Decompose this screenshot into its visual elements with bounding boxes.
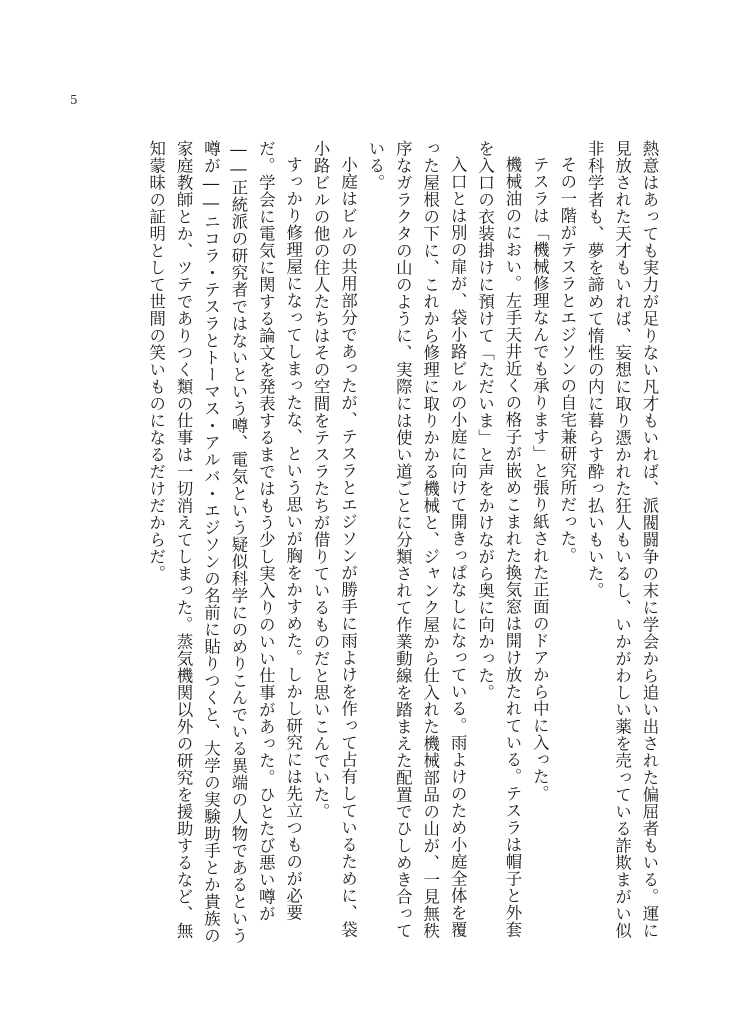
paragraph: 小庭はビルの共用部分であったが、テスラとエジソンが勝手に雨よけを作って占有しているために、袋小路ビルの他の住人たちはその空間をテスラたちが借りているものだと思いこんでいた。: [311, 140, 358, 939]
body-text: [73, 140, 663, 950]
page-number: 5: [70, 93, 78, 107]
paragraph: テスラは「機械修理なんでも承ります」と張り紙された正面のドアから中に入った。: [530, 156, 550, 803]
paragraph: 機械油のにおい。左手天井近くの格子が嵌めこまれた換気窓は開け放たれている。テスラは帽子と外套を入口の衣装掛けに預けて「ただいま」と声をかけながら奥に向かった。: [475, 140, 522, 939]
paragraph: すっかり修理屋になってしまったな、という思いが胸をかすめた。しかし研究には先立つものが必要だ。学会に電気に関する論文を発表するまではもう少し実入りのいい仕事があった。ひとたび悪い噂が――正統派の研究者ではないという噂、電気という疑似科学にのめりこんでいる異端の人物であるという噂が――ニコラ・テスラとトーマス・アルバ・エジソンの名前に貼りつくと、大学の実験助手とか貴族の家庭教師とか、ツテでありつく類の仕事は一切消えてしまった。蒸気機関以外の研究を援助するなど、無知蒙昧の証明として世間の笑いものになるだけだからだ。: [146, 140, 303, 945]
paragraph: 熱意はあっても実力が足りない凡才もいれば、派閥闘争の末に学会から追い出された偏屈者もいる。運に見放された天才もいれば、妄想に取り憑かれた狂人もいるし、いかがわしい薬を売っている詐欺まがい似非科学者も、夢を諦めて惰性の内に暮らす酔っ払いもいた。: [585, 140, 659, 939]
paragraph: その一階がテスラとエジソンの自宅兼研究所だった。: [557, 156, 577, 565]
paragraph: 入口とは別の扉が、袋小路ビルの小庭に向けて開きっぱなしになっている。雨よけのため小庭全体を覆った屋根の下に、これから修理に取りかかる機械と、ジャンク屋から仕入れた機械部品の山が、一見無秩序なガラクタの山のように、実際には使い道ごとに分類されて作業動線を踏まえた配置でひしめき合っている。: [365, 140, 468, 939]
